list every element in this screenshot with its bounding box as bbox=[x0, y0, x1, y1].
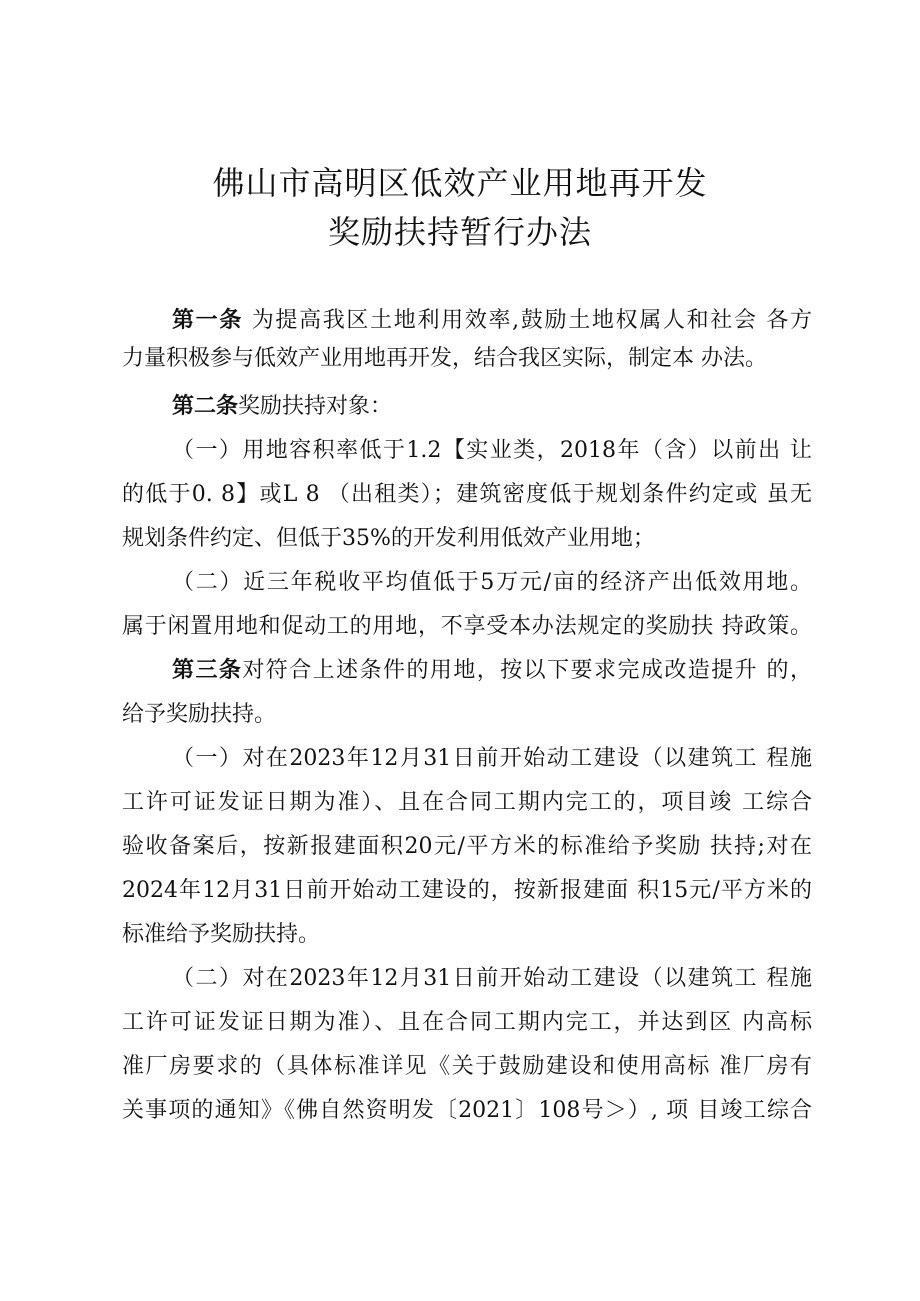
paragraph-text: （二）对在2023年12月31日前开始动工建设（以建筑工 程施 bbox=[172, 966, 812, 991]
clause-3-1-line-3 bbox=[122, 829, 812, 865]
clause-2-1-line-2 bbox=[122, 477, 812, 513]
article-1-line-1 bbox=[172, 303, 812, 339]
clause-3-2-line-3 bbox=[122, 1049, 812, 1085]
paragraph-text: 属于闲置用地和促动工的用地，不享受本办法规定的奖励扶 持政策。 bbox=[122, 614, 812, 639]
clause-2-2-line-1 bbox=[172, 565, 812, 601]
clause-3-1-line-1 bbox=[172, 741, 812, 777]
document-title-line-2: 奖励扶持暂行办法 bbox=[327, 213, 592, 251]
clause-3-2-line-1 bbox=[172, 961, 812, 997]
clause-3-2-line-2 bbox=[122, 1005, 812, 1041]
clause-3-1-line-4 bbox=[122, 873, 812, 909]
paragraph-text: 工许可证发证日期为准）、且在合同工期内完工，并达到区 内高标 bbox=[122, 1010, 812, 1035]
paragraph-text: 准厂房要求的（具体标准详见《关于鼓励建设和使用高标 准厂房有 bbox=[122, 1054, 812, 1079]
paragraph-text: 对符合上述条件的用地，按以下要求完成改造提升 的， bbox=[242, 658, 812, 683]
paragraph-text: （一）对在2023年12月31日前开始动工建设（以建筑工 程施 bbox=[172, 746, 812, 771]
article-1-line-2 bbox=[122, 341, 812, 377]
paragraph-text: 给予奖励扶持。 bbox=[122, 702, 277, 727]
paragraph-text: 的低于0. 8】或L 8 （出租类）；建筑密度低于规划条件约定或 虽无 bbox=[122, 482, 812, 507]
paragraph-text: 力量积极参与低效产业用地再开发，结合我区实际，制定本 办法。 bbox=[122, 346, 767, 371]
clause-2-2-line-2 bbox=[122, 609, 812, 645]
article-heading: 第二条 bbox=[172, 394, 239, 419]
article-3-line-2 bbox=[122, 697, 812, 733]
clause-2-1-line-3 bbox=[122, 521, 812, 557]
article-2-line-1 bbox=[172, 389, 812, 425]
clause-3-1-line-5 bbox=[122, 917, 812, 953]
paragraph-text: 验收备案后，按新报建面积20元/平方米的标准给予奖励 扶持;对在 bbox=[122, 834, 812, 859]
clause-3-2-line-4 bbox=[122, 1093, 812, 1129]
paragraph-text: 工许可证发证日期为准）、且在合同工期内完工的，项目竣 工综合 bbox=[122, 790, 812, 815]
article-heading: 第一条 bbox=[172, 308, 244, 333]
paragraph-text: 规划条件约定、但低于35%的开发利用低效产业用地； bbox=[122, 526, 655, 551]
document-title-line-1: 佛山市高明区低效产业用地再开发 bbox=[212, 164, 708, 202]
paragraph-text: （二）近三年税收平均值低于5万元/亩的经济产出低效用地。 bbox=[172, 570, 812, 595]
paragraph-text: 标准给予奖励扶持。 bbox=[122, 922, 321, 947]
paragraph-text: 为提高我区土地利用效率,鼓励土地权属人和社会 各方 bbox=[243, 308, 812, 333]
article-heading: 第三条 bbox=[172, 658, 243, 683]
paragraph-text: 2024年12月31日前开始动工建设的，按新报建面 积15元/平方米的 bbox=[122, 878, 812, 903]
article-3-line-1 bbox=[172, 653, 812, 689]
paragraph-text: 关事项的通知》《佛自然资明发〔2021〕108号＞）, 项 目竣工综合 bbox=[122, 1098, 812, 1123]
clause-3-1-line-2 bbox=[122, 785, 812, 821]
clause-2-1-line-1 bbox=[172, 433, 812, 469]
paragraph-text: （一）用地容积率低于1.2【实业类，2018年（含）以前出 让 bbox=[172, 438, 812, 463]
paragraph-text: 奖励扶持对象： bbox=[238, 394, 393, 419]
